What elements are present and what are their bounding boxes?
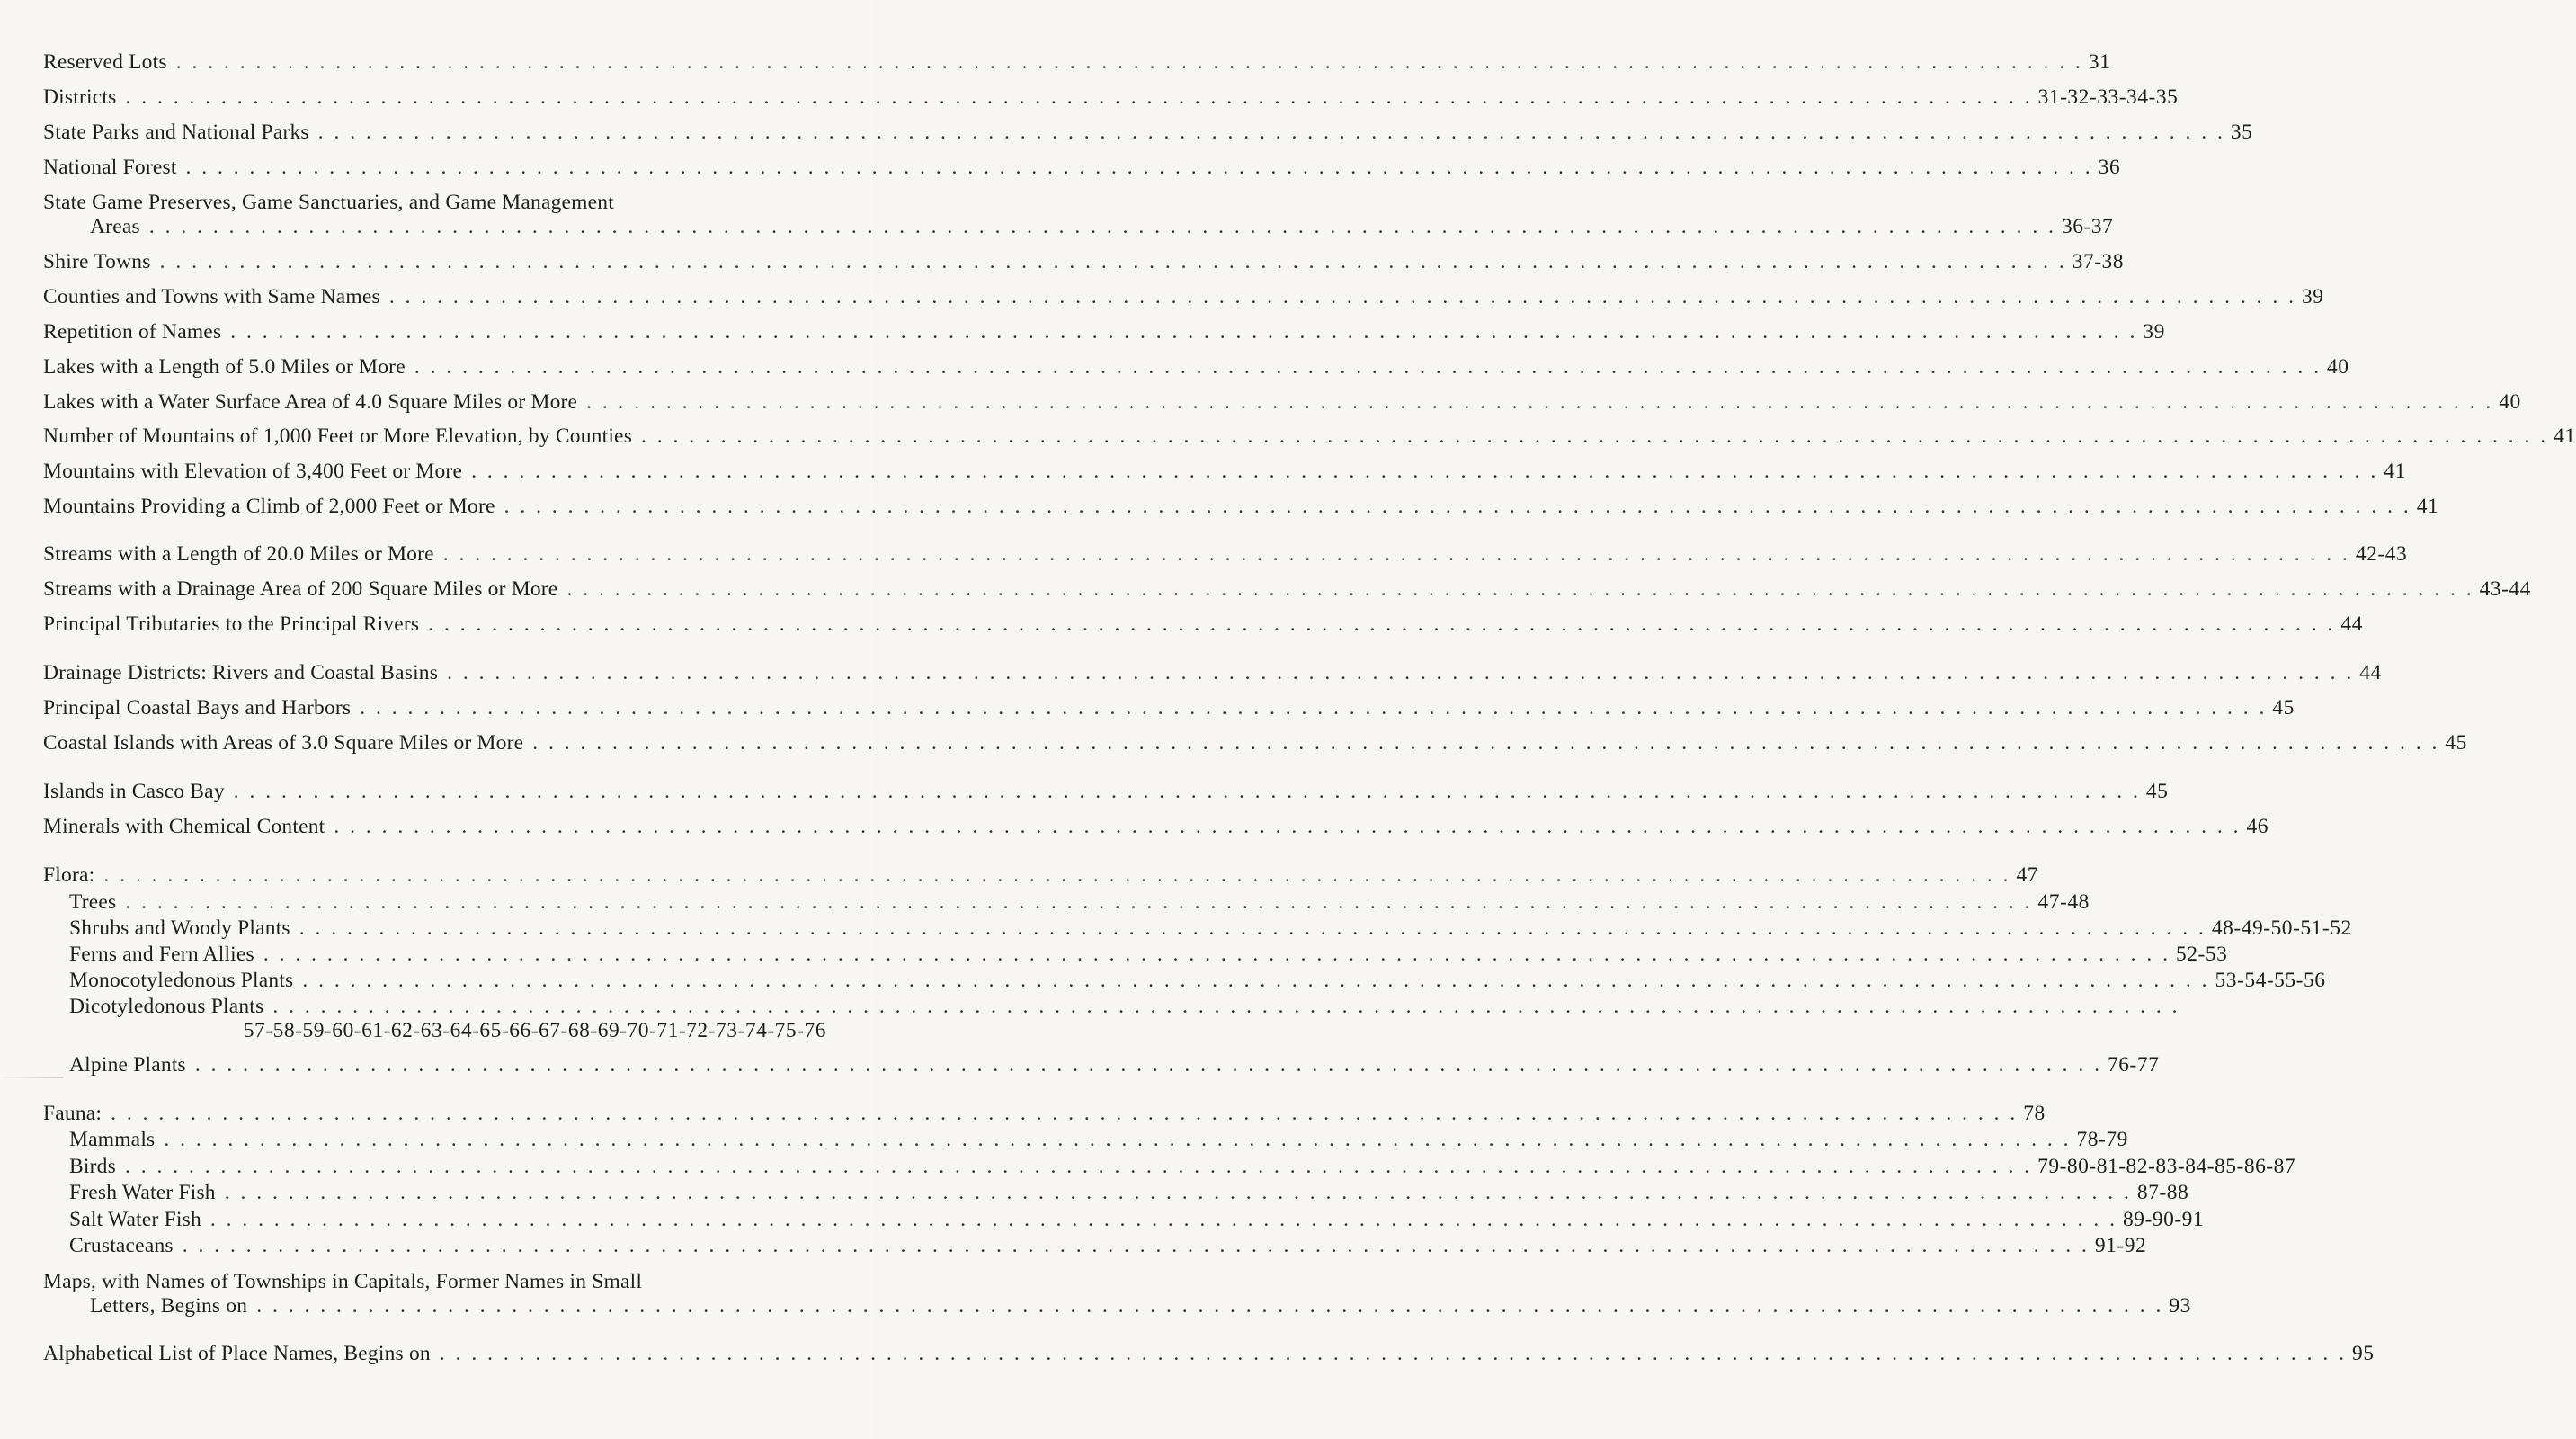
toc-entry-page: 93: [2169, 1294, 2191, 1318]
toc-entry-label: Fauna:: [43, 1102, 103, 1125]
toc-entry: [69, 1053, 2160, 1077]
dot-leader: . . . . . . . . . . . . . . . . . . . . . . . . . . . . . . . . . . . . . . . . . . . . . . . . . . . . . . . . . . . . . . . . . . . . . . . . . . . . . . . . . . . . . . . . . . . . . . . . . . . . . . . . . . . . . . . . . . . . . . . .: [439, 1342, 2347, 1365]
toc-entry: [43, 355, 2349, 380]
toc-entry-label: State Game Preserves, Game Sanctuaries, and Game Management: [43, 191, 614, 214]
toc-entry: [43, 121, 2253, 145]
dot-leader: . . . . . . . . . . . . . . . . . . . . . . . . . . . . . . . . . . . . . . . . . . . . . . . . . . . . . . . . . . . . . . . . . . . . . . . . . . . . . . . . . . . . . . . . . . . . . . . . . . . . . . . . . . . . . . . . . . . . . . . .: [182, 1234, 2090, 1257]
toc-entry-label: Principal Coastal Bays and Harbors: [43, 696, 352, 720]
toc-entry-label: Streams with a Drainage Area of 200 Square Miles or More: [43, 577, 558, 601]
dot-leader: . . . . . . . . . . . . . . . . . . . . . . . . . . . . . . . . . . . . . . . . . . . . . . . . . . . . . . . . . . . . . . . . . . . . . . . . . . . . . . . . . . . . . . . . . . . . . . . . . . . . . . . . . . . . . . . . . . . . . . . .: [125, 890, 2033, 914]
toc-entry: [43, 460, 2406, 484]
dot-leader: . . . . . . . . . . . . . . . . . . . . . . . . . . . . . . . . . . . . . . . . . . . . . . . . . . . . . . . . . . . . . . . . . . . . . . . . . . . . . . . . . . . . . . . . . . . . . . . . . . . . . . . . . . . . . . . . . . . . . . . .: [428, 612, 2336, 636]
toc-entry: [43, 731, 2467, 755]
toc-entry-page: 41: [2384, 460, 2406, 483]
toc-entry-label: Districts: [43, 85, 117, 109]
toc-entry-page: 42-43: [2355, 542, 2408, 566]
dot-leader: . . . . . . . . . . . . . . . . . . . . . . . . . . . . . . . . . . . . . . . . . . . . . . . . . . . . . . . . . . . . . . . . . . . . . . . . . . . . . . . . . . . . . . . . . . . . . . . . . . . . . . . . . . . . . . . . . . . . . . . .: [272, 995, 2180, 1018]
toc-entry-page: 36-37: [2061, 215, 2114, 238]
dot-leader: . . . . . . . . . . . . . . . . . . . . . . . . . . . . . . . . . . . . . . . . . . . . . . . . . . . . . . . . . . . . . . . . . . . . . . . . . . . . . . . . . . . . . . . . . . . . . . . . . . . . . . . . . . . . . . . . . . . . . . . .: [194, 1053, 2103, 1077]
toc-entry-page: 40: [2326, 355, 2349, 379]
dot-leader: . . . . . . . . . . . . . . . . . . . . . . . . . . . . . . . . . . . . . . . . . . . . . . . . . . . . . . . . . . . . . . . . . . . . . . . . . . . . . . . . . . . . . . . . . . . . . . . . . . . . . . . . . . . . . . . . . . . . . . . .: [185, 156, 2093, 179]
toc-entry-label: Flora:: [43, 863, 95, 887]
dot-leader: . . . . . . . . . . . . . . . . . . . . . . . . . . . . . . . . . . . . . . . . . . . . . . . . . . . . . . . . . . . . . . . . . . . . . . . . . . . . . . . . . . . . . . . . . . . . . . . . . . . . . . . . . . . . . . . . . . . . . . . .: [299, 916, 2206, 940]
toc-entry-page: 52-53: [2176, 943, 2228, 966]
toc-entry-page: 89-90-91: [2123, 1208, 2205, 1231]
toc-entry: [43, 85, 2179, 110]
dot-leader: . . . . . . . . . . . . . . . . . . . . . . . . . . . . . . . . . . . . . . . . . . . . . . . . . . . . . . . . . . . . . . . . . . . . . . . . . . . . . . . . . . . . . . . . . . . . . . . . . . . . . . . . . . . . . . . . . . . . . . . .: [442, 542, 2350, 566]
toc-entry-page: 31: [2088, 50, 2111, 74]
toc-entry-label: Islands in Casco Bay: [43, 780, 225, 803]
dot-leader: . . . . . . . . . . . . . . . . . . . . . . . . . . . . . . . . . . . . . . . . . . . . . . . . . . . . . . . . . . . . . . . . . . . . . . . . . . . . . . . . . . . . . . . . . . . . . . . . . . . . . . . . . . . . . . . . . . . . . . . .: [532, 731, 2440, 755]
toc-entry-label: Mountains with Elevation of 3,400 Feet or More: [43, 460, 463, 483]
dot-leader: . . . . . . . . . . . . . . . . . . . . . . . . . . . . . . . . . . . . . . . . . . . . . . . . . . . . . . . . . . . . . . . . . . . . . . . . . . . . . . . . . . . . . . . . . . . . . . . . . . . . . . . . . . . . . . . . . . . . . . . .: [586, 390, 2494, 414]
toc-entry-page: 35: [2230, 121, 2253, 144]
toc-entry: [43, 780, 2169, 804]
toc-entry-page: 78-79: [2076, 1128, 2128, 1151]
toc-entry-page: 43-44: [2479, 577, 2531, 601]
toc-entry: [43, 1102, 2046, 1126]
dot-leader: . . . . . . . . . . . . . . . . . . . . . . . . . . . . . . . . . . . . . . . . . . . . . . . . . . . . . . . . . . . . . . . . . . . . . . . . . . . . . . . . . . . . . . . . . . . . . . . . . . . . . . . . . . . . . . . . . . . . . . . .: [388, 285, 2296, 308]
toc-entry-label: Principal Tributaries to the Principal Rivers: [43, 612, 420, 636]
toc-entry-page: 41: [2416, 495, 2439, 518]
toc-entry: [69, 916, 2352, 941]
toc-entry-page: 45: [2272, 696, 2295, 720]
toc-entry-label: Shire Towns: [43, 250, 151, 273]
toc-entry-label: Birds: [69, 1155, 116, 1178]
toc-entry-label: Fresh Water Fish: [69, 1181, 216, 1204]
toc-entry-label: Reserved Lots: [43, 50, 167, 74]
toc-entry-label-continued: Areas: [90, 215, 140, 238]
toc-entry: [43, 863, 2038, 888]
toc-entry-label: Dicotyledonous Plants: [69, 995, 264, 1018]
dot-leader: . . . . . . . . . . . . . . . . . . . . . . . . . . . . . . . . . . . . . . . . . . . . . . . . . . . . . . . . . . . . . . . . . . . . . . . . . . . . . . . . . . . . . . . . . . . . . . . . . . . . . . . . . . . . . . . . . . . . . . . .: [447, 661, 2355, 684]
toc-entry-label: Trees: [69, 890, 117, 914]
toc-entry-label: Counties and Towns with Same Names: [43, 285, 380, 308]
toc-entry-label: Minerals with Chemical Content: [43, 815, 325, 838]
toc-entry-page: 31-32-33-34-35: [2037, 85, 2179, 109]
toc-entry-page: 95: [2351, 1342, 2375, 1365]
toc-entry-page: 78: [2023, 1102, 2046, 1125]
dot-leader: . . . . . . . . . . . . . . . . . . . . . . . . . . . . . . . . . . . . . . . . . . . . . . . . . . . . . . . . . . . . . . . . . . . . . . . . . . . . . . . . . . . . . . . . . . . . . . . . . . . . . . . . . . . . . . . . . . . . . . . .: [263, 943, 2171, 966]
toc-entry-page: 53-54-55-56: [2215, 969, 2326, 992]
toc-entry: [69, 1234, 2147, 1258]
page-scuff-mark: [0, 1077, 63, 1078]
toc-entry: [43, 250, 2125, 274]
toc-entry-page: 44: [2340, 612, 2363, 636]
toc-entry: [69, 1155, 2296, 1179]
dot-leader: . . . . . . . . . . . . . . . . . . . . . . . . . . . . . . . . . . . . . . . . . . . . . . . . . . . . . . . . . . . . . . . . . . . . . . . . . . . . . . . . . . . . . . . . . . . . . . . . . . . . . . . . . . . . . . . . . . . . . . . .: [111, 1102, 2019, 1125]
dot-leader: . . . . . . . . . . . . . . . . . . . . . . . . . . . . . . . . . . . . . . . . . . . . . . . . . . . . . . . . . . . . . . . . . . . . . . . . . . . . . . . . . . . . . . . . . . . . . . . . . . . . . . . . . . . . . . . . . . . . . . . .: [103, 863, 2011, 887]
toc-entry: [43, 191, 2114, 239]
toc-entry: [69, 890, 2090, 915]
toc-entry-page-range: 57-58-59-60-61-62-63-64-65-66-67-68-69-70-71-72-73-74-75-76: [243, 1019, 826, 1042]
toc-entry-page: 36: [2098, 156, 2121, 179]
toc-entry-page: 76-77: [2108, 1053, 2160, 1077]
dot-leader: . . . . . . . . . . . . . . . . . . . . . . . . . . . . . . . . . . . . . . . . . . . . . . . . . . . . . . . . . . . . . . . . . . . . . . . . . . . . . . . . . . . . . . . . . . . . . . . . . . . . . . . . . . . . . . . . . . . . . . . .: [148, 215, 2056, 238]
toc-entry-page: 37-38: [2072, 250, 2125, 273]
toc-entry: [43, 612, 2363, 637]
toc-entry-label: Monocotyledonous Plants: [69, 969, 294, 992]
toc-entry-label: Mammals: [69, 1128, 156, 1151]
toc-entry-label: State Parks and National Parks: [43, 121, 309, 144]
toc-entry-label: Crustaceans: [69, 1234, 174, 1257]
dot-leader: . . . . . . . . . . . . . . . . . . . . . . . . . . . . . . . . . . . . . . . . . . . . . . . . . . . . . . . . . . . . . . . . . . . . . . . . . . . . . . . . . . . . . . . . . . . . . . . . . . . . . . . . . . . . . . . . . . . . . . . .: [360, 696, 2268, 720]
toc-entry-page: 44: [2359, 661, 2382, 684]
toc-entry: [43, 542, 2408, 567]
toc-entry-page: 46: [2246, 815, 2269, 838]
toc-entry-label: Lakes with a Water Surface Area of 4.0 Square Miles or More: [43, 390, 578, 414]
toc-entry-label: Ferns and Fern Allies: [69, 943, 254, 966]
toc-entry-page: 40: [2499, 390, 2521, 414]
toc-entry-page: 48-49-50-51-52: [2211, 916, 2352, 940]
toc-entry-label: Drainage Districts: Rivers and Coastal Basins: [43, 661, 439, 684]
toc-entry: [43, 577, 2531, 602]
dot-leader: . . . . . . . . . . . . . . . . . . . . . . . . . . . . . . . . . . . . . . . . . . . . . . . . . . . . . . . . . . . . . . . . . . . . . . . . . . . . . . . . . . . . . . . . . . . . . . . . . . . . . . . . . . . . . . . . . . . . . . . .: [256, 1294, 2164, 1318]
dot-leader: . . . . . . . . . . . . . . . . . . . . . . . . . . . . . . . . . . . . . . . . . . . . . . . . . . . . . . . . . . . . . . . . . . . . . . . . . . . . . . . . . . . . . . . . . . . . . . . . . . . . . . . . . . . . . . . . . . . . . . . .: [566, 577, 2474, 601]
toc-entry-page: 39: [2301, 285, 2324, 308]
dot-leader: . . . . . . . . . . . . . . . . . . . . . . . . . . . . . . . . . . . . . . . . . . . . . . . . . . . . . . . . . . . . . . . . . . . . . . . . . . . . . . . . . . . . . . . . . . . . . . . . . . . . . . . . . . . . . . . . . . . . . . . .: [209, 1208, 2118, 1231]
dot-leader: . . . . . . . . . . . . . . . . . . . . . . . . . . . . . . . . . . . . . . . . . . . . . . . . . . . . . . . . . . . . . . . . . . . . . . . . . . . . . . . . . . . . . . . . . . . . . . . . . . . . . . . . . . . . . . . . . . . . . . . .: [641, 425, 2549, 448]
toc-entry-page: 45: [2145, 780, 2169, 803]
toc-entry-label: Salt Water Fish: [69, 1208, 201, 1231]
toc-entry: [69, 995, 2180, 1043]
toc-entry-label: Streams with a Length of 20.0 Miles or More: [43, 542, 434, 566]
toc-entry: [43, 696, 2295, 720]
toc-entry-label: National Forest: [43, 156, 177, 179]
toc-entry: [43, 425, 2576, 449]
toc-entry-page: 91-92: [2094, 1234, 2147, 1257]
toc-entry: [43, 661, 2382, 685]
toc-entry-page: 39: [2143, 320, 2165, 344]
toc-entry: [69, 1128, 2128, 1152]
toc-entry: [43, 50, 2111, 75]
toc-entry: [69, 1208, 2205, 1232]
toc-entry: [43, 320, 2165, 344]
toc-entry: [43, 495, 2439, 519]
toc-entry-label: Number of Mountains of 1,000 Feet or More Elevation, by Counties: [43, 425, 633, 448]
toc-entry-label: Mountains Providing a Climb of 2,000 Feet or More: [43, 495, 495, 518]
dot-leader: . . . . . . . . . . . . . . . . . . . . . . . . . . . . . . . . . . . . . . . . . . . . . . . . . . . . . . . . . . . . . . . . . . . . . . . . . . . . . . . . . . . . . . . . . . . . . . . . . . . . . . . . . . . . . . . . . . . . . . . .: [471, 460, 2379, 483]
toc-entry: [69, 969, 2326, 993]
toc-entry: [43, 815, 2269, 839]
toc-entry-page: 45: [2445, 731, 2467, 755]
dot-leader: . . . . . . . . . . . . . . . . . . . . . . . . . . . . . . . . . . . . . . . . . . . . . . . . . . . . . . . . . . . . . . . . . . . . . . . . . . . . . . . . . . . . . . . . . . . . . . . . . . . . . . . . . . . . . . . . . . . . . . . .: [334, 815, 2242, 838]
toc-entry-page: 87-88: [2136, 1181, 2189, 1204]
dot-leader: . . . . . . . . . . . . . . . . . . . . . . . . . . . . . . . . . . . . . . . . . . . . . . . . . . . . . . . . . . . . . . . . . . . . . . . . . . . . . . . . . . . . . . . . . . . . . . . . . . . . . . . . . . . . . . . . . . . . . . . .: [414, 355, 2322, 379]
dot-leader: . . . . . . . . . . . . . . . . . . . . . . . . . . . . . . . . . . . . . . . . . . . . . . . . . . . . . . . . . . . . . . . . . . . . . . . . . . . . . . . . . . . . . . . . . . . . . . . . . . . . . . . . . . . . . . . . . . . . . . . .: [224, 1181, 2132, 1204]
toc-entry-label: Repetition of Names: [43, 320, 222, 344]
dot-leader: . . . . . . . . . . . . . . . . . . . . . . . . . . . . . . . . . . . . . . . . . . . . . . . . . . . . . . . . . . . . . . . . . . . . . . . . . . . . . . . . . . . . . . . . . . . . . . . . . . . . . . . . . . . . . . . . . . . . . . . .: [233, 780, 2141, 803]
dot-leader: . . . . . . . . . . . . . . . . . . . . . . . . . . . . . . . . . . . . . . . . . . . . . . . . . . . . . . . . . . . . . . . . . . . . . . . . . . . . . . . . . . . . . . . . . . . . . . . . . . . . . . . . . . . . . . . . . . . . . . . .: [317, 121, 2225, 144]
toc-entry: [43, 390, 2521, 415]
dot-leader: . . . . . . . . . . . . . . . . . . . . . . . . . . . . . . . . . . . . . . . . . . . . . . . . . . . . . . . . . . . . . . . . . . . . . . . . . . . . . . . . . . . . . . . . . . . . . . . . . . . . . . . . . . . . . . . . . . . . . . . .: [125, 85, 2033, 109]
toc-entry-label: Shrubs and Woody Plants: [69, 916, 290, 940]
toc-entry: [43, 156, 2121, 180]
dot-leader: . . . . . . . . . . . . . . . . . . . . . . . . . . . . . . . . . . . . . . . . . . . . . . . . . . . . . . . . . . . . . . . . . . . . . . . . . . . . . . . . . . . . . . . . . . . . . . . . . . . . . . . . . . . . . . . . . . . . . . . .: [230, 320, 2138, 344]
dot-leader: . . . . . . . . . . . . . . . . . . . . . . . . . . . . . . . . . . . . . . . . . . . . . . . . . . . . . . . . . . . . . . . . . . . . . . . . . . . . . . . . . . . . . . . . . . . . . . . . . . . . . . . . . . . . . . . . . . . . . . . .: [504, 495, 2411, 518]
toc-entry-label: Lakes with a Length of 5.0 Miles or More: [43, 355, 406, 379]
toc-entry-label: Alpine Plants: [69, 1053, 186, 1077]
dot-leader: . . . . . . . . . . . . . . . . . . . . . . . . . . . . . . . . . . . . . . . . . . . . . . . . . . . . . . . . . . . . . . . . . . . . . . . . . . . . . . . . . . . . . . . . . . . . . . . . . . . . . . . . . . . . . . . . . . . . . . . .: [164, 1128, 2072, 1151]
toc-entry-label-continued: Letters, Begins on: [90, 1294, 248, 1318]
toc-entry-page: 47: [2016, 863, 2038, 887]
toc-entry-page: 79-80-81-82-83-84-85-86-87: [2037, 1155, 2296, 1178]
dot-leader: . . . . . . . . . . . . . . . . . . . . . . . . . . . . . . . . . . . . . . . . . . . . . . . . . . . . . . . . . . . . . . . . . . . . . . . . . . . . . . . . . . . . . . . . . . . . . . . . . . . . . . . . . . . . . . . . . . . . . . . .: [159, 250, 2067, 273]
toc-entry: [69, 943, 2228, 967]
toc-entry-label: Alphabetical List of Place Names, Begins on: [43, 1342, 431, 1365]
toc-entry-page: 47-48: [2037, 890, 2090, 914]
toc-entry: [69, 1181, 2189, 1205]
toc-entry-label: Maps, with Names of Townships in Capitals, Former Names in Small: [43, 1270, 643, 1293]
toc-entry-label: Coastal Islands with Areas of 3.0 Square Miles or More: [43, 731, 524, 755]
dot-leader: . . . . . . . . . . . . . . . . . . . . . . . . . . . . . . . . . . . . . . . . . . . . . . . . . . . . . . . . . . . . . . . . . . . . . . . . . . . . . . . . . . . . . . . . . . . . . . . . . . . . . . . . . . . . . . . . . . . . . . . .: [302, 969, 2210, 992]
dot-leader: . . . . . . . . . . . . . . . . . . . . . . . . . . . . . . . . . . . . . . . . . . . . . . . . . . . . . . . . . . . . . . . . . . . . . . . . . . . . . . . . . . . . . . . . . . . . . . . . . . . . . . . . . . . . . . . . . . . . . . . .: [175, 50, 2083, 74]
toc-entry: [43, 1270, 2191, 1318]
toc-entry: [43, 285, 2324, 309]
toc-entry-page: 41: [2554, 425, 2576, 448]
dot-leader: . . . . . . . . . . . . . . . . . . . . . . . . . . . . . . . . . . . . . . . . . . . . . . . . . . . . . . . . . . . . . . . . . . . . . . . . . . . . . . . . . . . . . . . . . . . . . . . . . . . . . . . . . . . . . . . . . . . . . . . .: [124, 1155, 2033, 1178]
toc-entry: [43, 1342, 2375, 1366]
